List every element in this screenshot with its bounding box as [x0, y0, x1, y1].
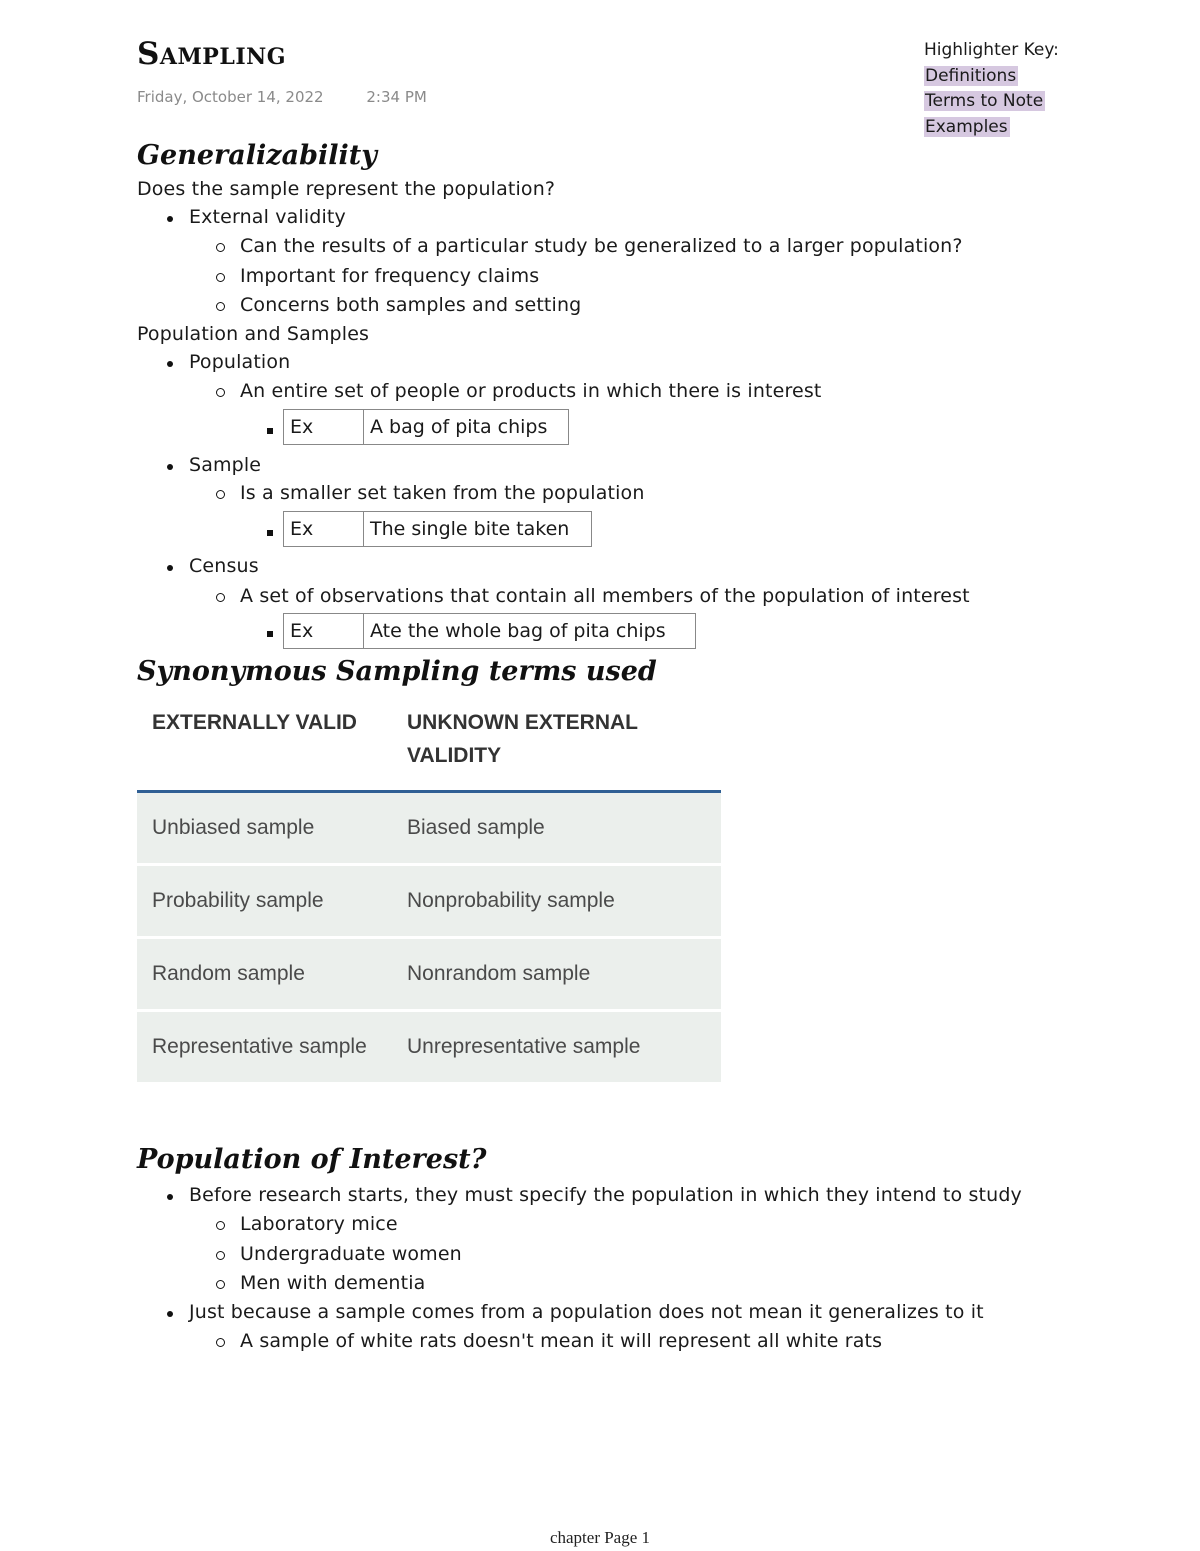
bullet-external-validity: External validity	[189, 206, 346, 228]
square-bullet	[267, 631, 273, 637]
ex-label: Ex	[284, 410, 364, 444]
sub-bullet: Concerns both samples and setting	[240, 294, 582, 316]
table-cell: Unbiased sample	[152, 816, 315, 839]
table-cell: Unrepresentative sample	[407, 1035, 641, 1058]
page-title: Sampling	[137, 36, 287, 72]
table-cell: Nonprobability sample	[407, 889, 615, 912]
ex-text: A bag of pita chips	[370, 416, 548, 438]
table-cell: Probability sample	[152, 889, 324, 912]
example-box-population	[283, 409, 569, 445]
definition-population: An entire set of people or products in which there is interest	[240, 380, 822, 402]
ex-text: Ate the whole bag of pita chips	[370, 620, 666, 642]
square-bullet	[267, 530, 273, 536]
heading-population-of-interest: Population of Interest?	[137, 1144, 487, 1175]
ex-label: Ex	[284, 512, 364, 546]
heading-synonymous-terms: Synonymous Sampling terms used	[137, 656, 657, 687]
highlighter-key	[924, 38, 1059, 140]
table-cell: Representative sample	[152, 1035, 367, 1058]
sub-bullet: Can the results of a particular study be generalized to a larger population?	[240, 235, 963, 257]
square-bullet	[267, 428, 273, 434]
table-header	[137, 700, 721, 793]
example-box-census	[283, 613, 696, 649]
table-row	[137, 793, 721, 866]
key-terms-to-note: Terms to Note	[925, 91, 1044, 111]
definition-census: A set of observations that contain all members of the population of interest	[240, 585, 970, 607]
bullet-census: Census	[189, 555, 259, 577]
key-examples: Examples	[925, 116, 1008, 137]
table-cell: Random sample	[152, 962, 305, 985]
column-header: UNKNOWN EXTERNAL VALIDITY	[407, 711, 638, 767]
ex-text: The single bite taken	[370, 518, 570, 540]
key-definitions: Definitions	[925, 65, 1017, 86]
heading-generalizability: Generalizability	[137, 140, 377, 171]
table-row	[137, 1012, 721, 1085]
example-box-sample	[283, 511, 592, 547]
page-timestamp	[137, 88, 427, 106]
highlighter-key-label: Highlighter Key:	[924, 40, 1059, 60]
page-date: Friday, October 14, 2022	[137, 88, 324, 106]
bullet-specify-population: Before research starts, they must specify the population in which they intend to study	[189, 1184, 1022, 1206]
table-cell: Nonrandom sample	[407, 962, 591, 985]
table-row	[137, 939, 721, 1012]
table-cell: Biased sample	[407, 816, 545, 839]
synonyms-table	[137, 700, 721, 1085]
question-text: Does the sample represent the population?	[137, 178, 556, 200]
bullet-generalizes: Just because a sample comes from a population does not mean it generalizes to it	[189, 1301, 984, 1323]
sub-bullet: Men with dementia	[240, 1272, 426, 1294]
sub-bullet: Undergraduate women	[240, 1243, 462, 1265]
sub-bullet: Laboratory mice	[240, 1213, 398, 1235]
section-population-samples: Population and Samples	[137, 323, 370, 345]
sub-bullet: A sample of white rats doesn't mean it will represent all white rats	[240, 1330, 883, 1352]
column-header: EXTERNALLY VALID	[152, 711, 357, 734]
definition-sample: Is a smaller set taken from the population	[240, 482, 645, 504]
page-time: 2:34 PM	[366, 88, 427, 106]
bullet-population: Population	[189, 351, 291, 373]
bullet-sample: Sample	[189, 454, 262, 476]
table-row	[137, 866, 721, 939]
ex-label: Ex	[284, 614, 364, 648]
page-footer: chapter Page 1	[549, 1528, 651, 1547]
sub-bullet: Important for frequency claims	[240, 265, 540, 287]
